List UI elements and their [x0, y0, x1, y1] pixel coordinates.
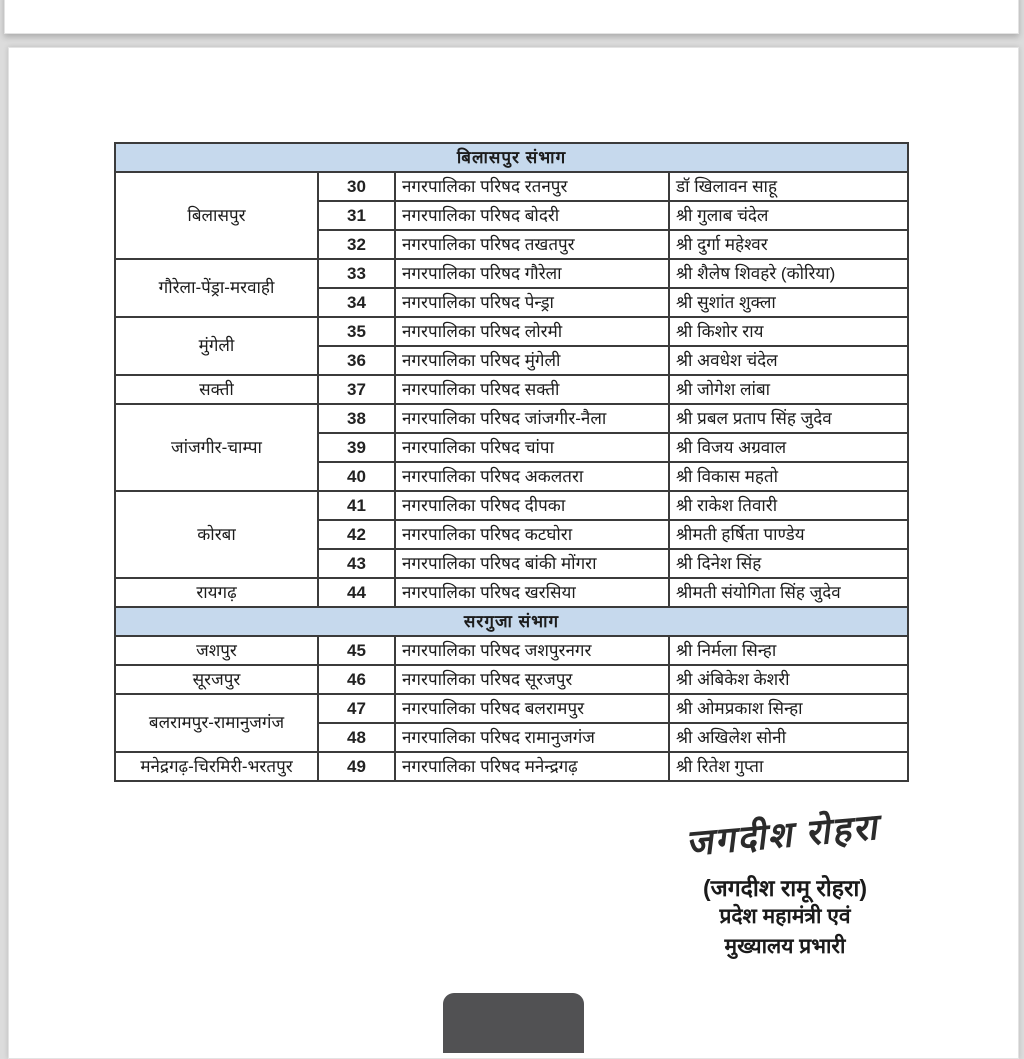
council-cell: नगरपालिका परिषद खरसिया [395, 578, 669, 607]
serial-number-cell: 40 [318, 462, 395, 491]
officials-table [114, 142, 909, 782]
table-row [115, 259, 908, 288]
table-row [115, 172, 908, 201]
table-row [115, 491, 908, 520]
table-row [115, 578, 908, 607]
signatory-title-line1: प्रदेश महामंत्री एवं [719, 905, 851, 928]
official-name-cell: श्री किशोर राय [669, 317, 908, 346]
district-cell: सूरजपुर [115, 665, 318, 694]
serial-number-cell: 33 [318, 259, 395, 288]
council-cell: नगरपालिका परिषद बलरामपुर [395, 694, 669, 723]
serial-number-cell: 35 [318, 317, 395, 346]
table-row [115, 694, 908, 723]
document-page[interactable] [8, 47, 1019, 1059]
official-name-cell: श्री निर्मला सिन्हा [669, 636, 908, 665]
serial-number-cell: 49 [318, 752, 395, 781]
handwritten-signature: जगदीश रोहरा [686, 805, 884, 864]
council-cell: नगरपालिका परिषद अकलतरा [395, 462, 669, 491]
table-row [115, 636, 908, 665]
council-cell: नगरपालिका परिषद चांपा [395, 433, 669, 462]
council-cell: नगरपालिका परिषद बांकी मोंगरा [395, 549, 669, 578]
table-row [115, 752, 908, 781]
serial-number-cell: 46 [318, 665, 395, 694]
section-header: सरगुजा संभाग [115, 607, 908, 636]
serial-number-cell: 39 [318, 433, 395, 462]
council-cell: नगरपालिका परिषद मुंगेली [395, 346, 669, 375]
table-row [115, 665, 908, 694]
council-cell: नगरपालिका परिषद बोदरी [395, 201, 669, 230]
table-row [115, 317, 908, 346]
council-cell: नगरपालिका परिषद रतनपुर [395, 172, 669, 201]
serial-number-cell: 43 [318, 549, 395, 578]
section-header: बिलासपुर संभाग [115, 143, 908, 172]
council-cell: नगरपालिका परिषद रामानुजगंज [395, 723, 669, 752]
district-cell: गौरेला-पेंड्रा-मरवाही [115, 259, 318, 317]
council-cell: नगरपालिका परिषद पेन्ड्रा [395, 288, 669, 317]
official-name-cell: श्री दिनेश सिंह [669, 549, 908, 578]
official-name-cell: श्री विकास महतो [669, 462, 908, 491]
council-cell: नगरपालिका परिषद जशपुरनगर [395, 636, 669, 665]
official-name-cell: श्री राकेश तिवारी [669, 491, 908, 520]
district-cell: जांजगीर-चाम्पा [115, 404, 318, 491]
council-cell: नगरपालिका परिषद कटघोरा [395, 520, 669, 549]
council-cell: नगरपालिका परिषद तखतपुर [395, 230, 669, 259]
official-name-cell: श्री गुलाब चंदेल [669, 201, 908, 230]
serial-number-cell: 30 [318, 172, 395, 201]
serial-number-cell: 41 [318, 491, 395, 520]
official-name-cell: श्री जोगेश लांबा [669, 375, 908, 404]
serial-number-cell: 34 [318, 288, 395, 317]
official-name-cell: श्री शैलेष शिवहरे (कोरिया) [669, 259, 908, 288]
council-cell: नगरपालिका परिषद दीपका [395, 491, 669, 520]
table-row [115, 404, 908, 433]
official-name-cell: श्री ओमप्रकाश सिन्हा [669, 694, 908, 723]
serial-number-cell: 36 [318, 346, 395, 375]
district-cell: सक्ती [115, 375, 318, 404]
official-name-cell: श्री दुर्गा महेश्वर [669, 230, 908, 259]
signatory-title-line2: मुख्यालय प्रभारी [724, 935, 846, 958]
official-name-cell: श्री विजय अग्रवाल [669, 433, 908, 462]
district-cell: बलरामपुर-रामानुजगंज [115, 694, 318, 752]
serial-number-cell: 47 [318, 694, 395, 723]
council-cell: नगरपालिका परिषद मनेन्द्रगढ़ [395, 752, 669, 781]
council-cell: नगरपालिका परिषद जांजगीर-नैला [395, 404, 669, 433]
council-cell: नगरपालिका परिषद सक्ती [395, 375, 669, 404]
council-cell: नगरपालिका परिषद सूरजपुर [395, 665, 669, 694]
official-name-cell: श्रीमती हर्षिता पाण्डेय [669, 520, 908, 549]
official-name-cell: श्री अंबिकेश केशरी [669, 665, 908, 694]
official-name-cell: श्री सुशांत शुक्ला [669, 288, 908, 317]
serial-number-cell: 42 [318, 520, 395, 549]
district-cell: बिलासपुर [115, 172, 318, 259]
signature-block [654, 806, 916, 962]
official-name-cell: डॉ खिलावन साहू [669, 172, 908, 201]
serial-number-cell: 44 [318, 578, 395, 607]
district-cell: रायगढ़ [115, 578, 318, 607]
district-cell: मुंगेली [115, 317, 318, 375]
district-cell: जशपुर [115, 636, 318, 665]
section-header-row [115, 607, 908, 636]
bottom-sheet-handle[interactable] [443, 993, 584, 1053]
signatory-name: (जगदीश रामू रोहरा) [703, 875, 867, 901]
serial-number-cell: 32 [318, 230, 395, 259]
serial-number-cell: 37 [318, 375, 395, 404]
official-name-cell: श्री रितेश गुप्ता [669, 752, 908, 781]
serial-number-cell: 38 [318, 404, 395, 433]
serial-number-cell: 48 [318, 723, 395, 752]
official-name-cell: श्री अखिलेश सोनी [669, 723, 908, 752]
table-row [115, 375, 908, 404]
section-header-row [115, 143, 908, 172]
official-name-cell: श्री अवधेश चंदेल [669, 346, 908, 375]
district-cell: कोरबा [115, 491, 318, 578]
council-cell: नगरपालिका परिषद लोरमी [395, 317, 669, 346]
serial-number-cell: 31 [318, 201, 395, 230]
previous-page-bottom-edge[interactable] [4, 0, 1019, 34]
official-name-cell: श्रीमती संयोगिता सिंह जुदेव [669, 578, 908, 607]
district-cell: मनेद्रगढ़-चिरमिरी-भरतपुर [115, 752, 318, 781]
council-cell: नगरपालिका परिषद गौरेला [395, 259, 669, 288]
serial-number-cell: 45 [318, 636, 395, 665]
official-name-cell: श्री प्रबल प्रताप सिंह जुदेव [669, 404, 908, 433]
